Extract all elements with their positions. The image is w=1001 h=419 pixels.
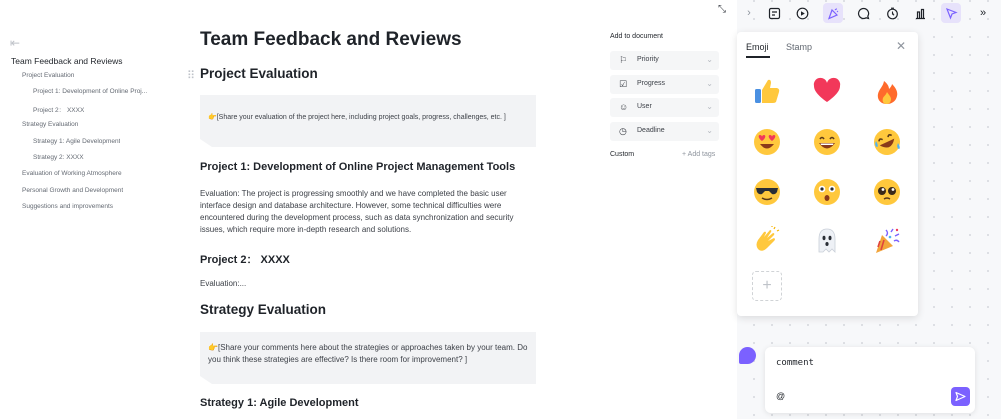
outline-item-project-evaluation[interactable]: Project Evaluation bbox=[22, 72, 75, 79]
project-2-evaluation-text[interactable]: Evaluation:... bbox=[200, 279, 247, 288]
add-custom-emoji-button[interactable]: + bbox=[752, 271, 782, 301]
user-cursor-avatar bbox=[739, 347, 756, 364]
ghost-emoji-icon[interactable] bbox=[812, 226, 842, 256]
send-icon bbox=[955, 391, 966, 402]
heading-strategy-1[interactable]: Strategy 1: Agile Development bbox=[200, 397, 359, 409]
add-priority-button[interactable] bbox=[610, 51, 719, 70]
tab-emoji[interactable]: Emoji bbox=[746, 42, 769, 52]
thumbs-up-emoji-icon[interactable] bbox=[752, 76, 782, 106]
heading-project-1[interactable]: Project 1: Development of Online Project Management Tools bbox=[200, 161, 516, 173]
quote-corner bbox=[200, 376, 212, 384]
outline-item-personal-growth[interactable]: Personal Growth and Development bbox=[22, 187, 124, 194]
chevron-down-icon: ⌄ bbox=[706, 126, 713, 135]
clock-icon: ◷ bbox=[619, 126, 627, 136]
project-1-evaluation-text[interactable]: Evaluation: The project is progressing smoothly and we have completed the basic user interface design and database architecture. However, some technical difficulties were encountered during the development process, such as data synchronization and security issues, which require more in-depth research and solutions. bbox=[200, 189, 514, 234]
close-icon[interactable]: ✕ bbox=[896, 39, 907, 53]
surprised-emoji-icon[interactable] bbox=[812, 177, 842, 207]
heading-project-2[interactable]: Project 2： XXXX bbox=[200, 254, 290, 266]
heading-strategy-evaluation[interactable]: Strategy Evaluation bbox=[200, 302, 327, 317]
comment-icon[interactable] bbox=[853, 3, 873, 23]
send-button[interactable] bbox=[951, 387, 970, 406]
sticky-note-icon[interactable] bbox=[764, 3, 784, 23]
document-body bbox=[187, 0, 540, 419]
play-icon[interactable] bbox=[792, 3, 812, 23]
pointing-hand-icon: 👉 bbox=[208, 343, 218, 352]
vote-icon[interactable] bbox=[910, 3, 930, 23]
quote-corner bbox=[200, 139, 212, 147]
pleading-emoji-icon[interactable] bbox=[872, 177, 902, 207]
drag-handle-icon[interactable]: ⠿ bbox=[187, 70, 196, 82]
clapping-hands-emoji-icon[interactable] bbox=[752, 226, 782, 256]
rofl-emoji-icon[interactable] bbox=[872, 127, 902, 157]
heart-emoji-icon[interactable] bbox=[812, 76, 842, 106]
outline-item-project-1[interactable]: Project 1: Development of Online Proj... bbox=[33, 88, 148, 95]
priority-label: Priority bbox=[637, 56, 659, 63]
party-popper-emoji-icon[interactable] bbox=[872, 226, 902, 256]
deadline-label: Deadline bbox=[637, 127, 665, 134]
document-outline bbox=[0, 0, 175, 419]
add-to-document-panel bbox=[610, 33, 722, 158]
exit-fullscreen-icon[interactable]: ⤡ bbox=[718, 4, 726, 15]
whiteboard-toolbar bbox=[737, 0, 1001, 26]
heart-eyes-emoji-icon[interactable] bbox=[752, 127, 782, 157]
mention-button[interactable]: @ bbox=[776, 391, 786, 401]
add-tags-button[interactable]: + Add tags bbox=[682, 151, 716, 158]
heading-project-evaluation[interactable]: Project Evaluation bbox=[200, 66, 318, 81]
outline-item-suggestions[interactable]: Suggestions and improvements bbox=[22, 203, 114, 210]
pointing-hand-icon: 👉 bbox=[208, 114, 217, 121]
chevron-down-icon: ⌄ bbox=[706, 102, 713, 111]
celebrate-icon[interactable] bbox=[823, 3, 843, 23]
emoji-picker-panel bbox=[737, 32, 918, 316]
outline-item-project-2[interactable]: Project 2： XXXX bbox=[33, 107, 85, 114]
custom-label: Custom bbox=[610, 151, 635, 158]
add-deadline-button[interactable] bbox=[610, 122, 719, 141]
add-progress-button[interactable] bbox=[610, 75, 719, 94]
comment-input-box[interactable] bbox=[765, 347, 975, 413]
chevron-down-icon: ⌄ bbox=[706, 79, 713, 88]
tab-stamp[interactable]: Stamp bbox=[786, 42, 813, 52]
outline-item-strategy-1[interactable]: Strategy 1: Agile Development bbox=[33, 138, 121, 145]
outline-item-strategy-2[interactable]: Strategy 2: XXXX bbox=[33, 154, 84, 161]
grinning-emoji-icon[interactable] bbox=[812, 127, 842, 157]
collapse-outline-icon[interactable]: ⇤ bbox=[10, 36, 21, 50]
outline-item-working-atmosphere[interactable]: Evaluation of Working Atmosphere bbox=[22, 170, 122, 177]
outline-item-strategy-evaluation[interactable]: Strategy Evaluation bbox=[22, 121, 79, 128]
quote-text: [Share your comments here about the strategies or approaches taken by your team. Do you think these strategies are effective? Is there room for improvement? ] bbox=[208, 343, 528, 364]
sunglasses-emoji-icon[interactable] bbox=[752, 177, 782, 207]
quote-block-project[interactable] bbox=[200, 95, 536, 147]
double-chevron-down-icon[interactable]: » bbox=[979, 7, 987, 19]
checkbox-icon: ☑ bbox=[619, 79, 628, 89]
progress-label: Progress bbox=[637, 80, 666, 87]
add-to-document-heading: Add to document bbox=[610, 33, 663, 40]
flag-icon: ⚐ bbox=[619, 55, 628, 65]
comment-input[interactable]: comment bbox=[776, 358, 814, 368]
add-user-button[interactable] bbox=[610, 98, 719, 117]
laser-pointer-icon[interactable] bbox=[941, 3, 961, 23]
outline-title[interactable]: Team Feedback and Reviews bbox=[11, 56, 123, 66]
active-tab-indicator bbox=[746, 56, 770, 58]
chevron-right-icon[interactable]: › bbox=[747, 7, 751, 19]
user-icon: ☺ bbox=[619, 102, 629, 112]
timer-icon[interactable] bbox=[882, 3, 902, 23]
fire-emoji-icon[interactable] bbox=[872, 76, 902, 106]
doc-title[interactable]: Team Feedback and Reviews bbox=[200, 29, 462, 50]
user-label: User bbox=[637, 103, 652, 110]
quote-text: [Share your evaluation of the project here, including project goals, progress, challenges, etc. ] bbox=[216, 114, 506, 121]
chevron-down-icon: ⌄ bbox=[706, 55, 713, 64]
quote-block-strategy[interactable] bbox=[200, 332, 536, 384]
